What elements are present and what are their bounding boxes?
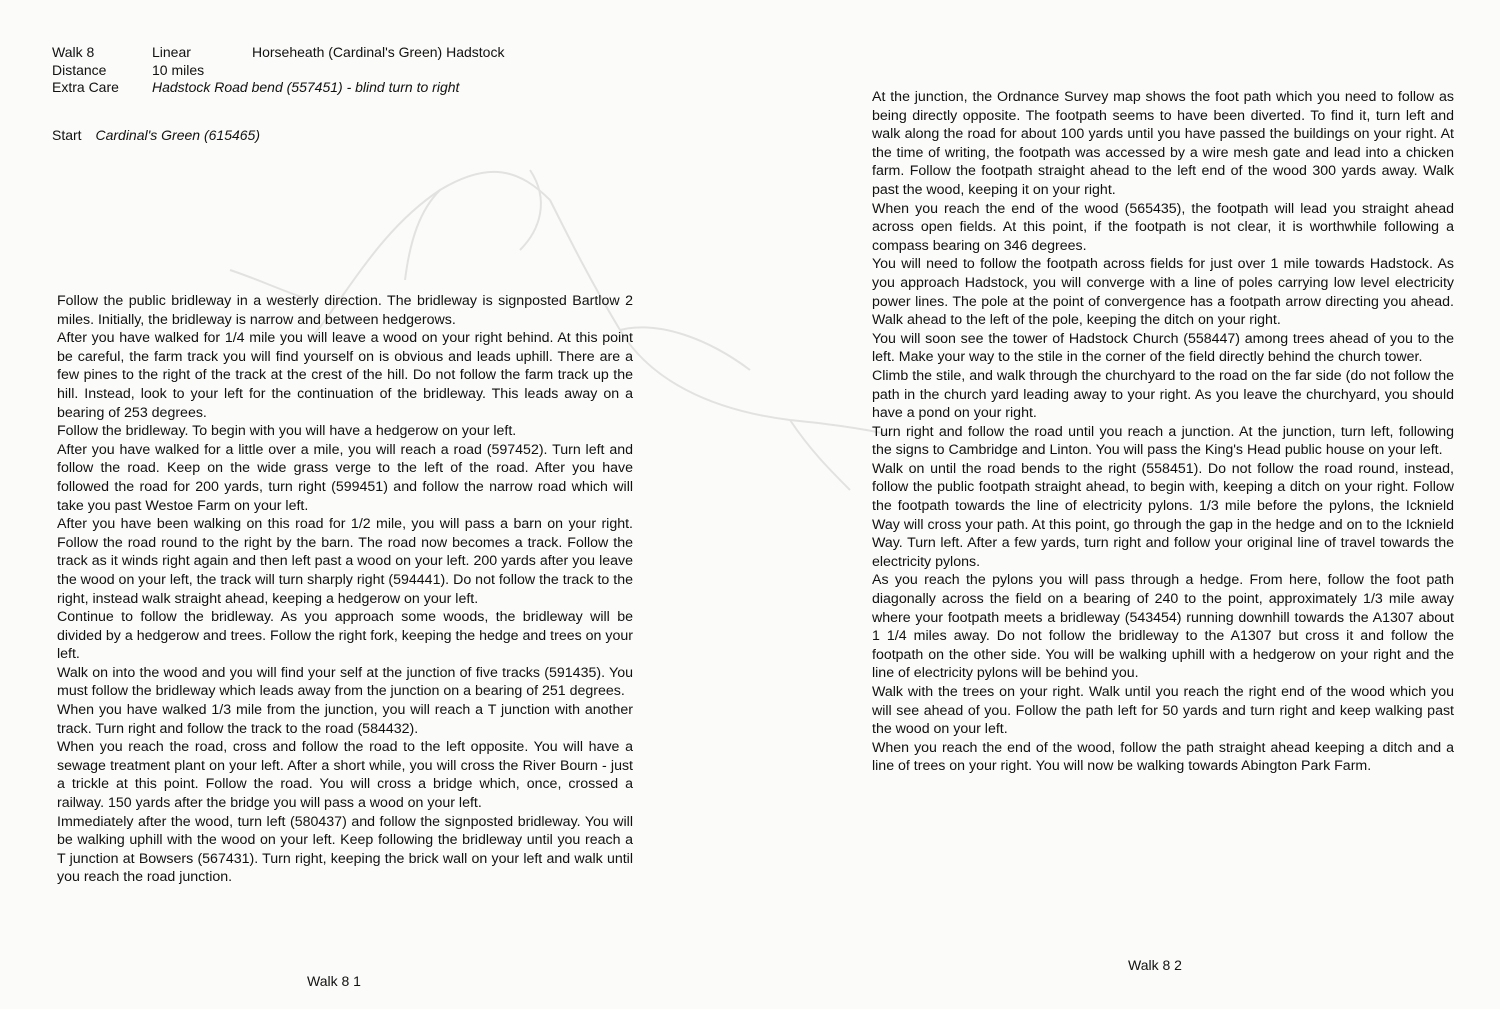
direction-paragraph: Walk on until the road bends to the right (558451). Do not follow the road round, instead, follow the public footpath straight ahead, to begin with, keeping a ditch on your right. Follow the footpath towards the line of electricity pylons. 1/3 mile before the pylons, the Icknield Way will cross your path. At this point, go through the gap in the hedge and on to the Icknield Way. Turn left. After a few yards, turn right and follow your original line of travel towards the electricity pylons.	[872, 460, 1454, 570]
distance-label: Distance	[52, 61, 107, 78]
direction-paragraph: Follow the public bridleway in a westerly direction. The bridleway is signposted Bartlow 2 miles. Initially, the bridleway is narrow and between hedgerows.	[57, 293, 633, 328]
left-page-header	[52, 44, 637, 143]
direction-paragraph: Turn right and follow the road until you reach a junction. At the junction, turn left, following the signs to Cambridge and Linton. You will pass the King's Head public house on your left.	[872, 423, 1454, 459]
start-value: Cardinal's Green (615465)	[95, 126, 261, 143]
direction-paragraph: After you have been walking on this road for 1/2 mile, you will pass a barn on your right. Follow the road round to the right by the barn. The road now becomes a track. Follow the track as it winds right again and then left past a wood on your left. 200 yards after you leave the wood on your left, the track will turn sharply right (594441). Do not follow the track to the right, instead walk straight ahead, keeping a hedgerow on your left.	[57, 516, 633, 607]
page-footer-left: Walk 8 1	[307, 973, 361, 989]
direction-paragraph: Immediately after the wood, turn left (580437) and follow the signposted bridleway. You will be walking uphill with the wood on your left. Keep following the bridleway until you reach a T junction at Bowsers (567431). Turn right, keeping the brick wall on your left and walk until you reach the road junction.	[57, 813, 633, 886]
direction-paragraph: After you have walked for 1/4 mile you will leave a wood on your right behind. At this point be careful, the farm track you will find yourself on is obvious and leads uphill. There are a few pines to the right of the track at the crest of the hill. Do not follow the farm track up the hill. Instead, look to your left for the continuation of the bridleway. This leads away on a bearing of 253 degrees.	[57, 330, 633, 421]
direction-paragraph: When you reach the end of the wood, follow the path straight ahead keeping a ditch and a line of trees on your right. You will now be walking towards Abington Park Farm.	[872, 739, 1454, 775]
direction-paragraph: Climb the stile, and walk through the churchyard to the road on the far side (do not follow the path in the church yard leading away to your right. As you leave the churchyard, you should have a pond on your right.	[872, 367, 1454, 422]
direction-paragraph: As you reach the pylons you will pass through a hedge. From here, follow the foot path diagonally across the field on a bearing of 240 to the point, approximately 1/3 mile away where your footpath meets a bridleway (543454) running downhill towards the A1307 about 1 1/4 miles away. Do not follow the bridleway to the A1307 but cross it and follow the footpath on the other side. You will be walking uphill with a hedgerow on your right and the line of electricity pylons will be behind you.	[872, 572, 1454, 682]
direction-paragraph: After you have walked for a little over a mile, you will reach a road (597452). Turn left and follow the road. Keep on the wide grass verge to the left of the road. After you have followed the road for 200 yards, turn right (599451) and follow the narrow road which will take you past Westoe Farm on your left.	[57, 441, 633, 514]
distance-value: 10 miles	[152, 61, 205, 78]
right-page-directions	[872, 88, 1454, 776]
start-label: Start	[52, 126, 82, 143]
direction-paragraph: When you reach the road, cross and follow the road to the left opposite. You will have a sewage treatment plant on your left. After a short while, you will cross the River Bourn - just a trickle at this point. Follow the road. You will cross a bridge which, once, crossed a railway. 150 yards after the bridge you will pass a wood on your left.	[57, 739, 633, 812]
direction-paragraph: When you reach the end of the wood (565435), the footpath will lead you straight ahead across open fields. At this point, if the footpath is not clear, it is worthwhile following a compass bearing on 346 degrees.	[872, 200, 1454, 254]
left-page-directions	[57, 292, 633, 887]
page-footer-right: Walk 8 2	[1128, 957, 1182, 973]
start-line	[52, 127, 637, 143]
extra-care-value: Hadstock Road bend (557451) - blind turn to right	[152, 79, 460, 95]
direction-paragraph: When you have walked 1/3 mile from the junction, you will reach a T junction with another track. Turn right and follow the track to the road (584432).	[57, 702, 633, 737]
walk-number: Walk 8	[52, 44, 95, 60]
direction-paragraph: You will need to follow the footpath across fields for just over 1 mile towards Hadstock. As you approach Hadstock, you will converge with a line of poles carrying low level electricity power lines. The pole at the point of convergence has a footpath arrow directing you ahead. Walk ahead to the left of the pole, keeping the ditch on your right.	[872, 256, 1454, 329]
extra-care-label: Extra Care	[52, 79, 119, 95]
direction-paragraph: You will soon see the tower of Hadstock Church (558447) among trees ahead of you to the left. Make your way to the stile in the corner of the field directly behind the church tower.	[872, 330, 1454, 366]
direction-paragraph: At the junction, the Ordnance Survey map shows the foot path which you need to follow as being directly opposite. The footpath seems to have been diverted. To find it, turn left and walk along the road for about 100 yards until you have passed the buildings on your right. At the time of writing, the footpath was accessed by a wire mesh gate and lead into a chicken farm. Follow the footpath straight ahead to the left end of the wood 300 yards away. Walk past the wood, keeping it on your right.	[872, 89, 1454, 198]
walk-type: Linear	[152, 44, 191, 60]
direction-paragraph: Walk with the trees on your right. Walk until you reach the right end of the wood which you will see ahead of you. Follow the path left for 50 yards and turn right and keep walking past the wood on your left.	[872, 684, 1454, 738]
direction-paragraph: Walk on into the wood and you will find your self at the junction of five tracks (591435). You must follow the bridleway which leads away from the junction on a bearing of 251 degrees.	[57, 664, 633, 700]
direction-paragraph: Follow the bridleway. To begin with you will have a hedgerow on your left.	[57, 423, 517, 440]
direction-paragraph: Continue to follow the bridleway. As you approach some woods, the bridleway will be divided by a hedgerow and trees. Follow the right fork, keeping the hedge and trees on your left.	[57, 609, 633, 663]
walk-route: Horseheath (Cardinal's Green) Hadstock	[252, 44, 505, 60]
